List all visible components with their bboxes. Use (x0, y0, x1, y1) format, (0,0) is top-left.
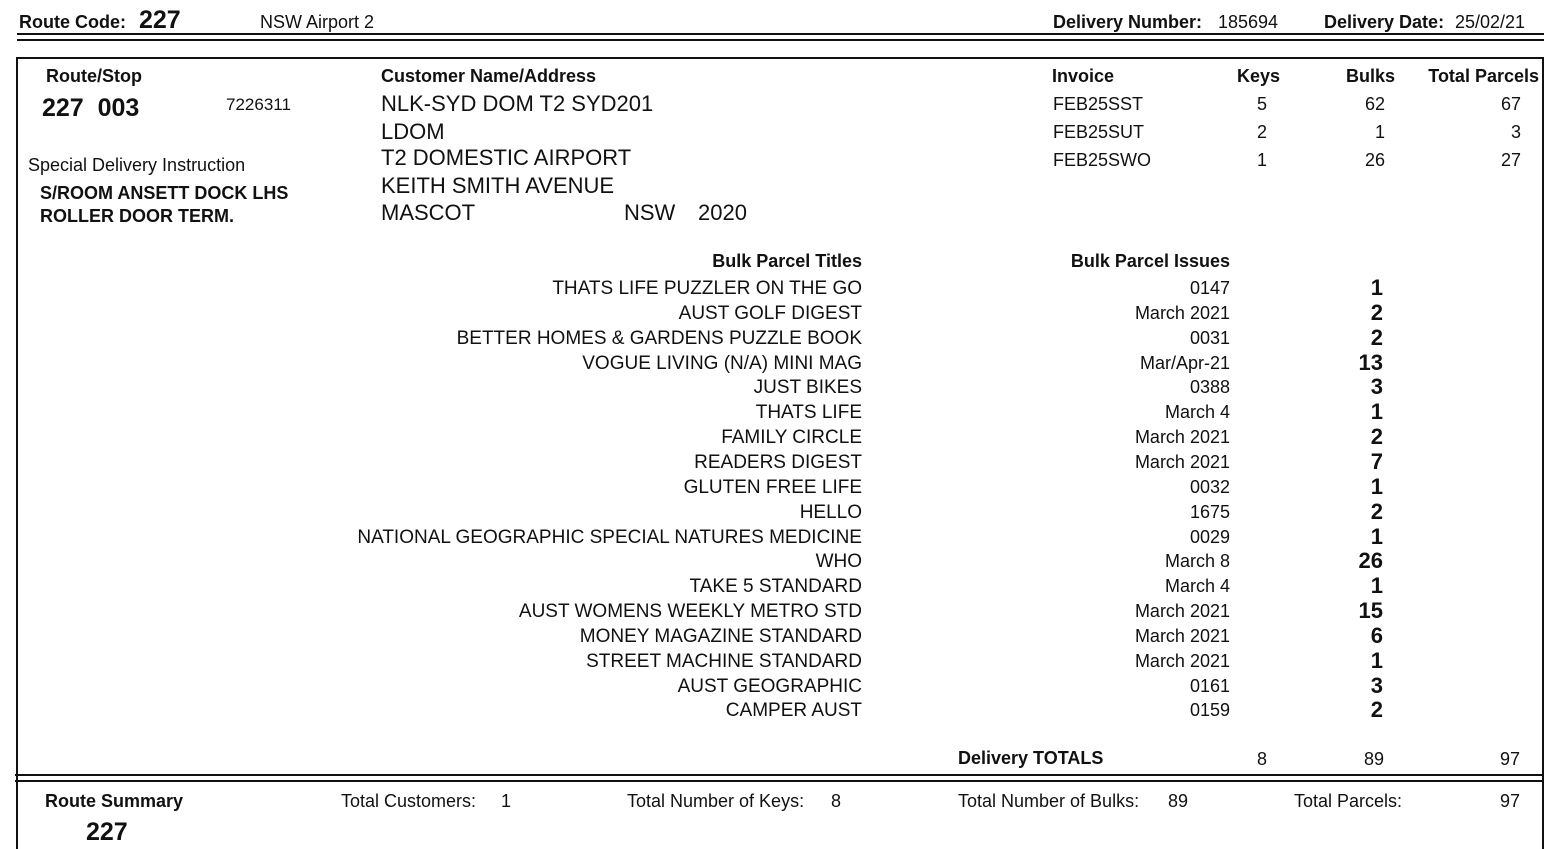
total-customers-value: 1 (501, 791, 512, 811)
bulk-quantity: 2 (1370, 325, 1383, 350)
total-bulks-value: 89 (1168, 791, 1189, 811)
invoice-number: FEB25SST (1053, 94, 1144, 114)
bulk-issue: 0032 (1189, 477, 1230, 497)
customer-line-2: LDOM (381, 119, 445, 144)
bulk-quantity: 26 (1358, 548, 1383, 573)
total-keys-value: 8 (831, 791, 842, 811)
bulk-quantity: 2 (1370, 499, 1383, 524)
bulk-quantity: 3 (1370, 374, 1383, 399)
bulk-issue: March 2021 (1134, 651, 1230, 671)
special-instruction-label: Special Delivery Instruction (28, 155, 246, 175)
customer-suburb: MASCOT (381, 200, 476, 225)
bulk-titles-header: Bulk Parcel Titles (712, 251, 862, 271)
customer-state: NSW (624, 200, 676, 225)
header-rule-top (17, 33, 1544, 35)
bulk-quantity: 1 (1370, 399, 1383, 424)
keys-header: Keys (1236, 66, 1280, 86)
total-parcels-value: 97 (1499, 791, 1520, 811)
bulk-issue: March 2021 (1134, 601, 1230, 621)
box-right-border (1542, 57, 1544, 849)
invoice-bulks: 26 (1364, 150, 1385, 170)
bulk-issue: March 4 (1164, 576, 1230, 596)
customer-label: Customer Name/Address (381, 66, 597, 86)
bulk-title: AUST WOMENS WEEKLY METRO STD (518, 601, 862, 622)
bulk-issue: March 4 (1164, 402, 1230, 422)
invoice-keys: 5 (1256, 94, 1267, 114)
special-instruction-line-1: S/ROOM ANSETT DOCK LHS (40, 183, 289, 203)
bulk-quantity: 2 (1370, 300, 1383, 325)
bulk-title: THATS LIFE PUZZLER ON THE GO (552, 278, 862, 299)
bulk-issue: March 2021 (1134, 427, 1230, 447)
route-stop-value: 227 003 (42, 94, 140, 122)
bulks-header: Bulks (1345, 66, 1395, 86)
bulk-quantity: 1 (1370, 275, 1383, 300)
bulk-quantity: 7 (1370, 449, 1383, 474)
customer-line-3: T2 DOMESTIC AIRPORT (381, 145, 632, 170)
delivery-totals-bulks: 89 (1363, 749, 1384, 769)
invoice-keys: 2 (1256, 122, 1267, 142)
bulk-issue: 0029 (1189, 527, 1230, 547)
bulk-issue: 0031 (1189, 328, 1230, 348)
delivery-totals-label: Delivery TOTALS (958, 748, 1104, 768)
invoice-bulks: 62 (1364, 94, 1385, 114)
special-instruction-line-2: ROLLER DOOR TERM. (40, 206, 234, 226)
bulk-title: NATIONAL GEOGRAPHIC SPECIAL NATURES MEDICINE (357, 527, 862, 548)
bulk-title: VOGUE LIVING (N/A) MINI MAG (582, 353, 862, 374)
bulk-title: BETTER HOMES & GARDENS PUZZLE BOOK (456, 328, 862, 349)
invoice-bulks: 1 (1374, 122, 1385, 142)
bulk-issue: 1675 (1189, 502, 1230, 522)
box-top-border (17, 57, 1544, 59)
bulk-title: AUST GEOGRAPHIC (677, 676, 862, 697)
total-customers-label: Total Customers: (341, 791, 477, 811)
bulk-title: READERS DIGEST (694, 452, 862, 473)
bulk-issue: 0161 (1189, 676, 1230, 696)
bulk-title: STREET MACHINE STANDARD (586, 651, 862, 672)
bulk-quantity: 6 (1370, 623, 1383, 648)
route-summary-label: Route Summary (45, 791, 184, 811)
bulk-title: TAKE 5 STANDARD (689, 576, 862, 597)
bulk-issue: March 2021 (1134, 452, 1230, 472)
route-code-label: Route Code: (19, 12, 126, 32)
summary-rule-bottom (15, 780, 1544, 782)
route-name: NSW Airport 2 (260, 12, 375, 32)
bulk-issue: March 2021 (1134, 626, 1230, 646)
bulk-quantity: 1 (1370, 648, 1383, 673)
invoice-header: Invoice (1052, 66, 1115, 86)
bulk-title: MONEY MAGAZINE STANDARD (579, 626, 862, 647)
bulk-issue: Mar/Apr-21 (1139, 353, 1230, 373)
total-parcels-label: Total Parcels: (1294, 791, 1403, 811)
header-rule-bottom (17, 39, 1544, 41)
delivery-number-label: Delivery Number: (1053, 12, 1203, 32)
bulk-quantity: 2 (1370, 424, 1383, 449)
customer-postcode: 2020 (698, 200, 747, 225)
bulk-title: JUST BIKES (753, 377, 862, 398)
invoice-total-parcels: 3 (1510, 122, 1521, 142)
bulk-quantity: 15 (1358, 598, 1383, 623)
bulk-title: CAMPER AUST (725, 700, 862, 721)
customer-line-4: KEITH SMITH AVENUE (381, 173, 615, 198)
bulk-issues-header: Bulk Parcel Issues (1070, 251, 1230, 271)
bulk-title: GLUTEN FREE LIFE (683, 477, 862, 498)
route-code-value: 227 (139, 6, 181, 34)
bulk-quantity: 1 (1370, 524, 1383, 549)
bulk-quantity: 2 (1370, 697, 1383, 722)
bulk-quantity: 13 (1358, 350, 1383, 375)
customer-line-1: NLK-SYD DOM T2 SYD201 (381, 91, 654, 116)
box-left-border (16, 57, 18, 849)
bulk-title: AUST GOLF DIGEST (678, 303, 862, 324)
delivery-totals-keys: 8 (1256, 749, 1267, 769)
total-parcels-header: Total Parcels (1428, 66, 1539, 86)
total-bulks-label: Total Number of Bulks: (958, 791, 1140, 811)
invoice-number: FEB25SWO (1053, 150, 1152, 170)
bulk-title: FAMILY CIRCLE (721, 427, 862, 448)
bulk-issue: 0147 (1189, 278, 1230, 298)
bulk-title: HELLO (799, 502, 862, 523)
invoice-number: FEB25SUT (1053, 122, 1145, 142)
bulk-quantity: 1 (1370, 474, 1383, 499)
route-summary-route: 227 (86, 818, 128, 846)
delivery-date-value: 25/02/21 (1455, 12, 1526, 32)
invoice-keys: 1 (1256, 150, 1267, 170)
delivery-number-value: 185694 (1218, 12, 1279, 32)
bulk-title: THATS LIFE (755, 402, 862, 423)
bulk-quantity: 1 (1370, 573, 1383, 598)
delivery-date-label: Delivery Date: (1324, 12, 1445, 32)
total-keys-label: Total Number of Keys: (627, 791, 805, 811)
bulk-issue: March 8 (1164, 551, 1230, 571)
delivery-totals-parcels: 97 (1499, 749, 1520, 769)
invoice-total-parcels: 67 (1500, 94, 1521, 114)
bulk-issue: 0388 (1189, 377, 1230, 397)
bulk-title: WHO (815, 551, 862, 572)
invoice-total-parcels: 27 (1500, 150, 1521, 170)
bulk-issue: March 2021 (1134, 303, 1230, 323)
bulk-issue: 0159 (1189, 700, 1230, 720)
bulk-quantity: 3 (1370, 673, 1383, 698)
account-number: 7226311 (226, 95, 291, 114)
route-stop-label: Route/Stop (46, 66, 142, 86)
summary-rule-top (15, 774, 1544, 776)
